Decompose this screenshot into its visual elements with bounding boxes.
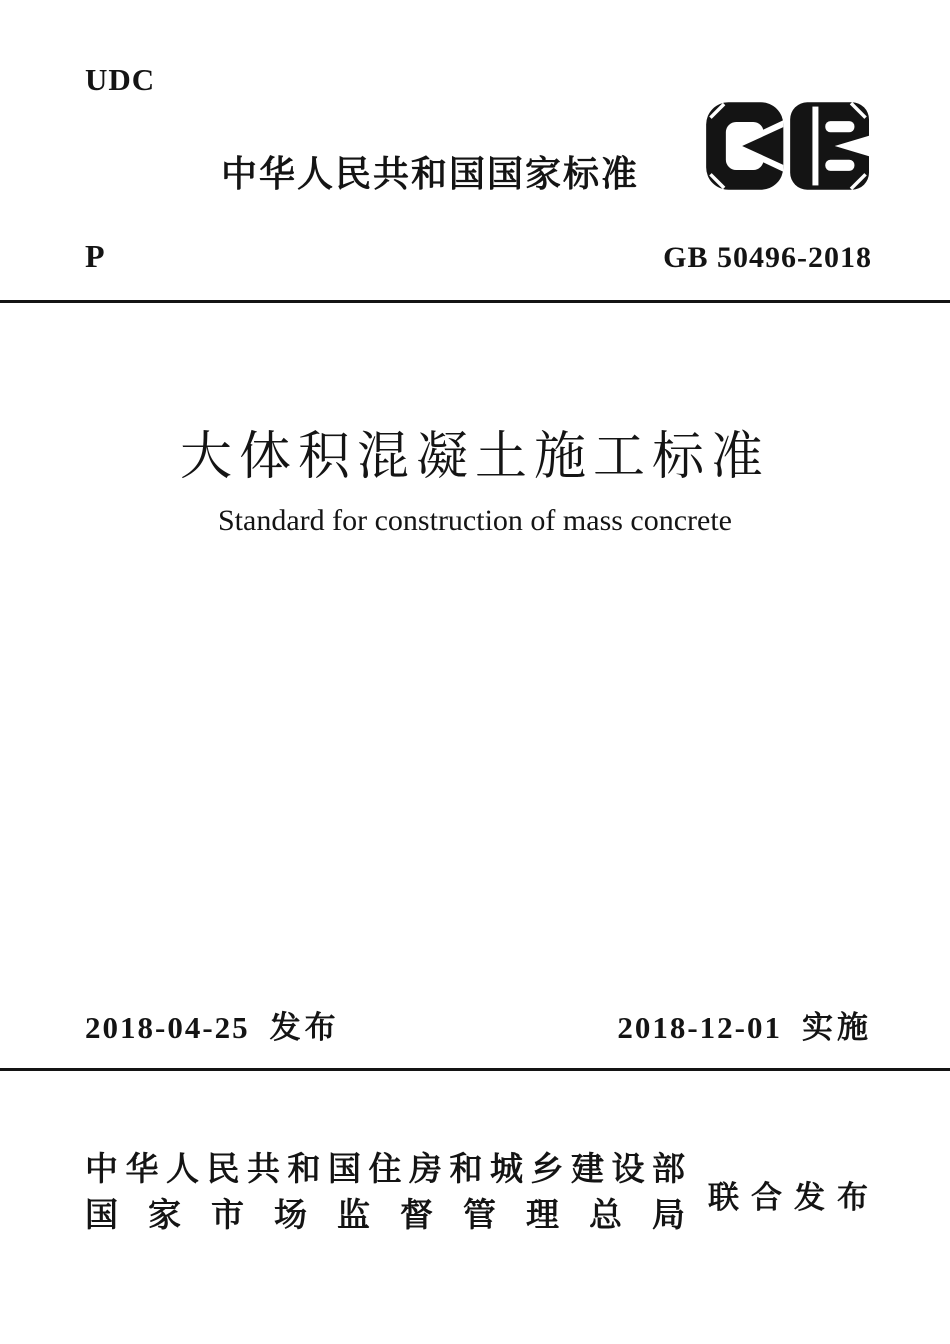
top-rule <box>0 300 950 303</box>
standard-number: GB 50496-2018 <box>663 241 872 274</box>
classification-code: P <box>85 238 105 274</box>
issue-date-group <box>85 1002 340 1047</box>
issue-label: 发布 <box>269 1010 340 1045</box>
publisher-block <box>85 1146 685 1237</box>
date-row <box>85 1002 872 1047</box>
title-chinese: 大体积混凝土施工标准 <box>179 429 770 486</box>
publisher-line-1: 中华人民共和国住房和城乡建设部 <box>85 1150 685 1187</box>
gb-emblem-icon <box>703 98 873 194</box>
implement-date-group <box>617 1002 872 1047</box>
joint-publish-label: 联合发布 <box>708 1180 880 1215</box>
implement-label: 实施 <box>802 1010 872 1045</box>
national-standard-heading: 中华人民共和国国家标准 <box>220 153 639 194</box>
implement-date: 2018-12-01 <box>617 1010 782 1045</box>
udc-label: UDC <box>85 62 156 97</box>
issue-date: 2018-04-25 <box>85 1010 250 1045</box>
bottom-rule <box>0 1068 950 1071</box>
publisher-line-2: 国家市场监督管理总局 <box>85 1195 685 1233</box>
title-english: Standard for construction of mass concrete <box>218 504 732 537</box>
